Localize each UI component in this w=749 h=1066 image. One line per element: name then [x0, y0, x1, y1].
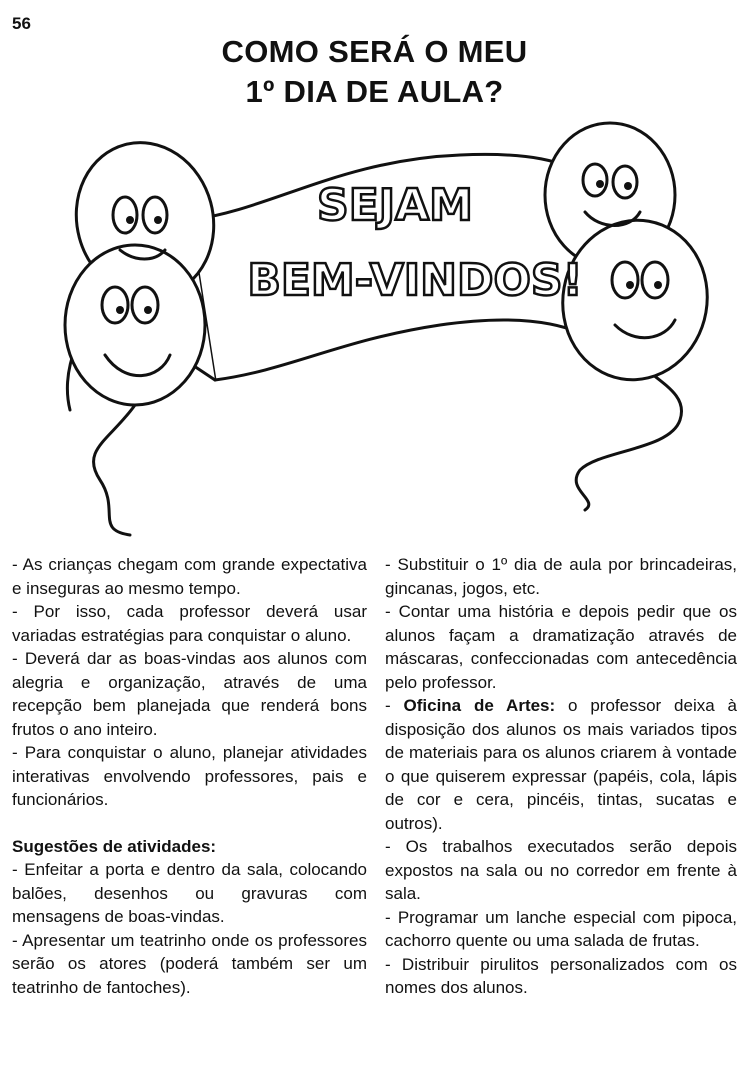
paragraph: - Os trabalhos executados serão depois expostos na sala ou no corredor em frente à sala. [385, 837, 737, 903]
balloon-bottom-left [65, 245, 205, 405]
paragraph: - Programar um lanche especial com pipoca, cachorro quente ou uma salada de frutas. [385, 907, 737, 950]
balloon-string-left [93, 405, 135, 535]
banner-line-1: SEJAM [317, 180, 473, 231]
page-number: 56 [12, 14, 31, 33]
paragraph: - Para conquistar o aluno, planejar atividades interativas envolvendo professores, pais e funcionários. [12, 743, 367, 809]
suggestions-heading: Sugestões de atividades: [12, 836, 217, 856]
paragraph: - Apresentar um teatrinho onde os professores serão os atores (poderá também ser um teatrinho de fantoches). [12, 930, 367, 997]
oficina-prefix: - [385, 696, 404, 715]
paragraph: - Contar uma história e depois pedir que os alunos façam a dramatização através de máscaras, confeccionadas com antecedência pelo professor. [385, 602, 737, 692]
paragraph: - Por isso, cada professor deverá usar variadas estratégias para conquistar o aluno. [12, 602, 367, 645]
paragraph: - As crianças chegam com grande expectativa e inseguras ao mesmo tempo. [12, 555, 367, 598]
paragraph: - Substituir o 1º dia de aula por brincadeiras, gincanas, jogos, etc. [385, 555, 737, 598]
title-line-2: 1º DIA DE AULA? [245, 74, 504, 109]
paragraph: - Deverá dar as boas-vindas aos alunos com alegria e organização, através de uma recepção bem planejada que renderá bons frutos o ano inteiro. [12, 649, 367, 739]
oficina-label: Oficina de Artes: [403, 696, 556, 715]
right-column [385, 553, 737, 1000]
oficina-text: o professor deixa à disposição dos alunos os mais variados tipos de materiais para os alunos criarem à vontade o que quiserem expressar (papéis, cola, lápis de cor e cera, pincéis, tintas, sucatas e outros). [385, 696, 738, 833]
banner-line-2: BEM-VINDOS! [247, 255, 583, 306]
left-column [12, 553, 367, 999]
welcome-balloons-illustration [40, 120, 720, 540]
page-title [0, 32, 749, 112]
paragraph: - Enfeitar a porta e dentro da sala, colocando balões, desenhos ou gravuras com mensagens de boas-vindas. [12, 860, 367, 926]
oficina-paragraph [385, 694, 737, 835]
paragraph: - Distribuir pirulitos personalizados com os nomes dos alunos. [385, 954, 737, 997]
title-line-1: COMO SERÁ O MEU [221, 34, 528, 69]
